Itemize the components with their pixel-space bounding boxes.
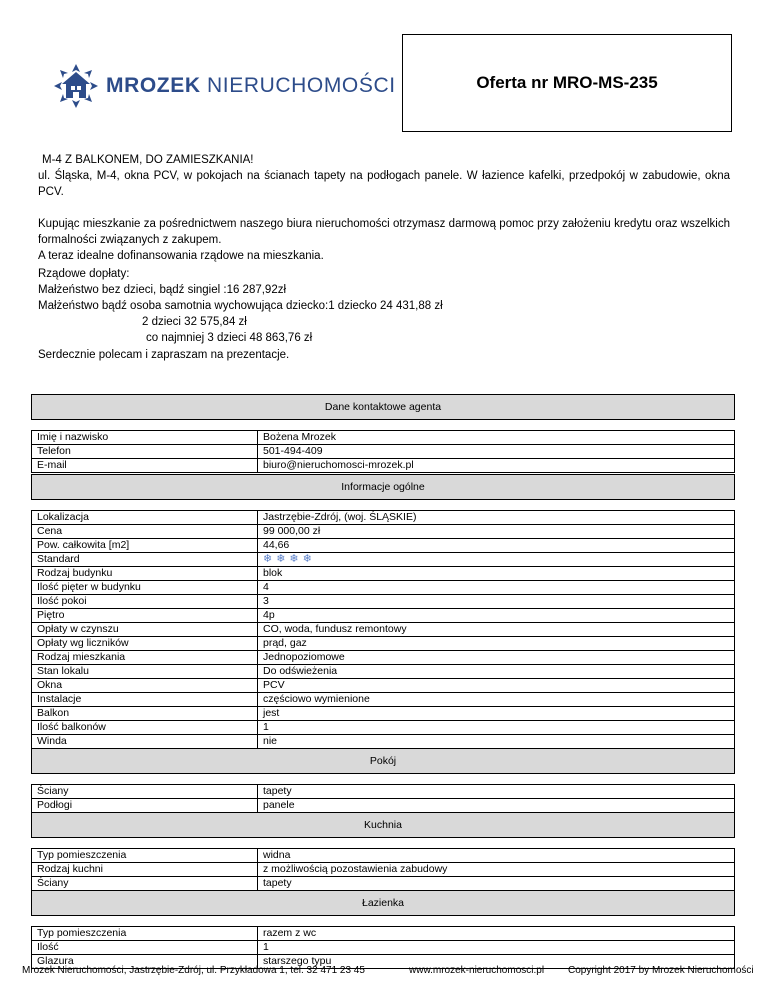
row-label: Piętro bbox=[32, 609, 258, 623]
row-value: 44,66 bbox=[258, 539, 735, 553]
logo-brand-light: NIERUCHOMOŚCI bbox=[207, 74, 396, 97]
row-value: 4p bbox=[258, 609, 735, 623]
row-value: prąd, gaz bbox=[258, 637, 735, 651]
row-value: tapety bbox=[258, 877, 735, 891]
row-label: Lokalizacja bbox=[32, 511, 258, 525]
email-link[interactable]: biuro@nieruchomosci-mrozek.pl bbox=[258, 459, 735, 473]
row-label: Pow. całkowita [m2] bbox=[32, 539, 258, 553]
company-logo bbox=[52, 60, 396, 112]
offer-title: Oferta nr MRO-MS-235 bbox=[476, 73, 658, 92]
closing-text: Serdecznie polecam i zapraszam na prezentacje. bbox=[38, 349, 290, 361]
footer-address: Mrozek Nieruchomości, Jastrzębie-Zdrój, ul. Przykładowa 1, tel. 32 471 23 45 bbox=[22, 965, 365, 976]
row-label: Balkon bbox=[32, 707, 258, 721]
bathroom-title: Łazienka bbox=[32, 891, 735, 916]
row-label: Ilość bbox=[32, 941, 258, 955]
table-row bbox=[32, 445, 735, 459]
description-headline: M-4 Z BALKONEM, DO ZAMIESZKANIA! bbox=[42, 154, 254, 166]
footer-copyright: Copyright 2017 by Mrozek Nieruchomości bbox=[568, 965, 754, 976]
logo-brand-bold: MROZEK bbox=[106, 74, 201, 97]
description-block-4 bbox=[38, 347, 730, 363]
row-value: 3 bbox=[258, 595, 735, 609]
table-row bbox=[32, 735, 735, 749]
table-row bbox=[32, 849, 735, 863]
subsidy-title: Rządowe dopłaty: bbox=[38, 268, 130, 280]
row-value: panele bbox=[258, 799, 735, 813]
row-value: 99 000,00 zł bbox=[258, 525, 735, 539]
row-value: z możliwością pozostawienia zabudowy bbox=[258, 863, 735, 877]
row-label: E-mail bbox=[32, 459, 258, 473]
row-value: 501-494-409 bbox=[258, 445, 735, 459]
row-value: jest bbox=[258, 707, 735, 721]
table-row bbox=[32, 877, 735, 891]
row-label: Ściany bbox=[32, 785, 258, 799]
row-label: Standard bbox=[32, 553, 258, 567]
row-value: częściowo wymienione bbox=[258, 693, 735, 707]
table-row bbox=[32, 567, 735, 581]
table-row bbox=[32, 609, 735, 623]
description-para2: Kupując mieszkanie za pośrednictwem naszego biura nieruchomości otrzymasz darmową pomoc przy założeniu kredytu oraz wszelkich formalności związanych z zakupem. bbox=[38, 218, 730, 246]
row-value: 4 bbox=[258, 581, 735, 595]
table-row bbox=[32, 539, 735, 553]
subsidy-3: 2 dzieci 32 575,84 zł bbox=[142, 316, 247, 328]
table-row bbox=[32, 927, 735, 941]
row-value: starszego typu bbox=[258, 955, 735, 969]
row-value: tapety bbox=[258, 785, 735, 799]
room-title: Pokój bbox=[32, 749, 735, 774]
row-value: Jednopoziomowe bbox=[258, 651, 735, 665]
contact-title: Dane kontaktowe agenta bbox=[32, 395, 735, 420]
row-label: Podłogi bbox=[32, 799, 258, 813]
row-label: Imię i nazwisko bbox=[32, 431, 258, 445]
table-row bbox=[32, 623, 735, 637]
table-row bbox=[32, 785, 735, 799]
row-value: widna bbox=[258, 849, 735, 863]
table-row bbox=[32, 679, 735, 693]
row-label: Glazura bbox=[32, 955, 258, 969]
table-row bbox=[32, 707, 735, 721]
description-block-1 bbox=[38, 152, 730, 200]
description-para2b: A teraz idealne dofinansowania rządowe na mieszkania. bbox=[38, 250, 324, 262]
standard-rating bbox=[258, 553, 735, 567]
table-row bbox=[32, 721, 735, 735]
row-label: Ściany bbox=[32, 877, 258, 891]
description-block-2 bbox=[38, 216, 730, 264]
row-label: Instalacje bbox=[32, 693, 258, 707]
description-line1: ul. Śląska, M-4, okna PCV, w pokojach na ścianach tapety na podłogach panele. W łazience kafelki, przedpokój w zabudowie, okna PCV. bbox=[38, 170, 730, 198]
table-row bbox=[32, 665, 735, 679]
offer-title-box bbox=[402, 34, 732, 132]
row-label: Opłaty w czynszu bbox=[32, 623, 258, 637]
row-value: Do odświeżenia bbox=[258, 665, 735, 679]
table-row bbox=[32, 693, 735, 707]
row-value: blok bbox=[258, 567, 735, 581]
table-row bbox=[32, 511, 735, 525]
row-label: Rodzaj budynku bbox=[32, 567, 258, 581]
row-label: Rodzaj mieszkania bbox=[32, 651, 258, 665]
row-value: nie bbox=[258, 735, 735, 749]
row-value: PCV bbox=[258, 679, 735, 693]
property-info-table bbox=[31, 474, 735, 969]
row-value: razem z wc bbox=[258, 927, 735, 941]
row-label: Ilość pokoi bbox=[32, 595, 258, 609]
row-label: Okna bbox=[32, 679, 258, 693]
row-label: Stan lokalu bbox=[32, 665, 258, 679]
row-label: Ilość balkonów bbox=[32, 721, 258, 735]
table-row bbox=[32, 553, 735, 567]
row-value: Jastrzębie-Zdrój, (woj. ŚLĄSKIE) bbox=[258, 511, 735, 525]
logo-text bbox=[106, 74, 396, 98]
table-row bbox=[32, 799, 735, 813]
row-value: 1 bbox=[258, 721, 735, 735]
table-row bbox=[32, 651, 735, 665]
row-value: Bożena Mrozek bbox=[258, 431, 735, 445]
subsidy-2: Małżeństwo bądź osoba samotnia wychowująca dziecko:1 dziecko 24 431,88 zł bbox=[38, 300, 443, 312]
row-label: Telefon bbox=[32, 445, 258, 459]
row-value: 1 bbox=[258, 941, 735, 955]
footer-website[interactable]: www.mrozek-nieruchomosci.pl bbox=[409, 965, 545, 976]
table-row bbox=[32, 595, 735, 609]
row-value: CO, woda, fundusz remontowy bbox=[258, 623, 735, 637]
subsidy-4: co najmniej 3 dzieci 48 863,76 zł bbox=[146, 332, 313, 344]
row-label: Typ pomieszczenia bbox=[32, 927, 258, 941]
general-title: Informacje ogólne bbox=[32, 475, 735, 500]
table-row bbox=[32, 941, 735, 955]
row-label: Winda bbox=[32, 735, 258, 749]
table-row bbox=[32, 637, 735, 651]
subsidy-1: Małżeństwo bez dzieci, bądź singiel :16 287,92zł bbox=[38, 284, 287, 296]
row-label: Ilość pięter w budynku bbox=[32, 581, 258, 595]
contact-table bbox=[31, 394, 735, 473]
table-row bbox=[32, 863, 735, 877]
description-block-3 bbox=[38, 266, 730, 346]
row-label: Opłaty wg liczników bbox=[32, 637, 258, 651]
row-label: Rodzaj kuchni bbox=[32, 863, 258, 877]
table-row bbox=[32, 581, 735, 595]
snowflake-house-icon bbox=[52, 62, 100, 110]
row-label: Typ pomieszczenia bbox=[32, 849, 258, 863]
row-label: Cena bbox=[32, 525, 258, 539]
kitchen-title: Kuchnia bbox=[32, 813, 735, 838]
table-row bbox=[32, 459, 735, 473]
table-row bbox=[32, 431, 735, 445]
table-row bbox=[32, 525, 735, 539]
snowflake-rating-icon: ❄❄❄❄ bbox=[263, 553, 316, 565]
